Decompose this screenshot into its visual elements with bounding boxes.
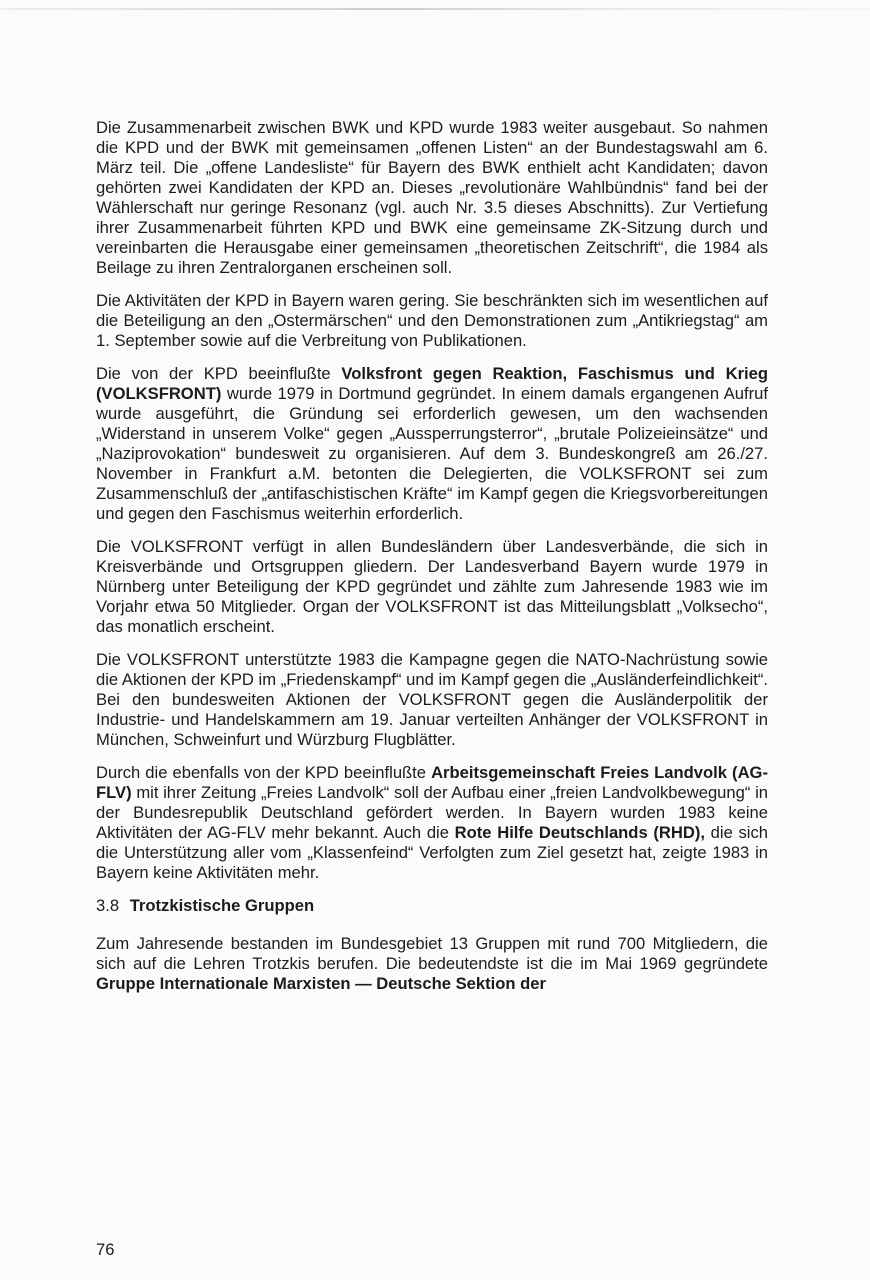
bold-term-volksfront: Volksfront gegen Reaktion, Faschismus und Krieg (VOLKSFRONT)	[96, 364, 768, 403]
paragraph-bwk-kpd: Die Zusammenarbeit zwischen BWK und KPD wurde 1983 weiter ausgebaut. So nahmen die KPD und der BWK mit gemeinsamen „offenen Listen“ an der Bundestagswahl am 6. März teil. Die „offene Landesliste“ für Bayern des BWK enthielt acht Kandidaten; davon gehörten zwei Kandidaten der KPD an. Dieses „revolutionäre Wahlbündnis“ fand bei der Wählerschaft nur geringe Resonanz (vgl. auch Nr. 3.5 dieses Abschnitts). Zur Vertiefung ihrer Zusammenarbeit führten KPD und BWK eine gemeinsame ZK-Sitzung durch und vereinbarten die Herausgabe einer gemeinsamen „theoretischen Zeitschrift“, die 1984 als Beilage zu ihren Zentralorganen erscheinen soll.	[96, 118, 768, 277]
paragraph-volksfront-founding	[96, 364, 768, 524]
section-heading	[96, 896, 768, 916]
text-run: mit ihrer Zeitung „Freies Landvolk“ soll der Aufbau einer „freien Landvolkbewegung“ in der Bundesrepublik Deutschland gefördert werden. In Bayern wurden 1983 keine Aktivitäten der AG-FLV mehr bekannt. Auch die	[96, 783, 768, 842]
paragraph-kpd-bayern: Die Aktivitäten der KPD in Bayern waren gering. Sie beschränkten sich im wesentlichen auf die Beteiligung an den „Ostermärschen“ und den Demonstrationen zum „Antikriegstag“ am 1. September sowie auf die Verbreitung von Publikationen.	[96, 291, 768, 350]
section-title: Trotzkistische Gruppen	[129, 896, 315, 915]
text-run: die sich die Unterstützung aller vom „Klassenfeind“ Verfolgten zum Ziel gesetzt hat, zeigte 1983 in Bayern keine Aktivitäten mehr.	[96, 823, 769, 882]
paragraph-ag-flv-rhd	[96, 763, 768, 883]
paragraph-volksfront-activities: Die VOLKSFRONT unterstützte 1983 die Kampagne gegen die NATO-Nachrüstung sowie die Aktionen der KPD im „Friedenskampf“ und im Kampf gegen die „Ausländerfeindlichkeit“. Bei den bundesweiten Aktionen der VOLKSFRONT gegen die Ausländerpolitik der Industrie- und Handelskammern am 19. Januar verteilten Anhänger der VOLKSFRONT in München, Schweinfurt und Würzburg Flugblätter.	[96, 650, 768, 749]
bold-term-rhd: Rote Hilfe Deutschlands (RHD),	[454, 823, 705, 842]
page-number: 76	[96, 1240, 115, 1259]
text-run: Zum Jahresende bestanden im Bundesgebiet 13 Gruppen mit rund 700 Mitgliedern, die sich auf die Lehren Trotzkis berufen. Die bedeutendste ist die im Mai 1969 gegründete	[96, 934, 768, 973]
scan-edge-line	[0, 8, 870, 10]
document-body	[96, 118, 768, 1007]
text-run: Durch die ebenfalls von der KPD beeinflußte	[96, 763, 432, 782]
paragraph-volksfront-structure: Die VOLKSFRONT verfügt in allen Bundesländern über Landesverbände, die sich in Kreisverbände und Ortsgruppen gliedern. Der Landesverband Bayern wurde 1979 in Nürnberg unter Beteiligung der KPD gegründet und zählte zum Jahresende 1983 wie im Vorjahr etwa 50 Mitglieder. Organ der VOLKSFRONT ist das Mitteilungsblatt „Volksecho“, das monatlich erscheint.	[96, 537, 768, 636]
bold-term-ag-flv: Arbeitsgemeinschaft Freies Landvolk (AG-FLV)	[96, 763, 768, 802]
text-run: wurde 1979 in Dortmund gegründet. In einem damals ergangenen Aufruf wurde ausgeführt, die Gründung sei erforderlich gewesen, um den wachsenden „Widerstand in unserem Volke“ gegen „Aussperrungsterror“, „brutale Polizeieinsätze“ und „Naziprovokation“ bundesweit zu organisieren. Auf dem 3. Bundeskongreß am 26./27. November in Frankfurt a.M. betonten die Delegierten, die VOLKSFRONT sei zum Zusammenschluß der „antifaschistischen Kräfte“ im Kampf gegen die Kriegsvorbereitungen und gegen den Faschismus weiterhin erforderlich.	[96, 384, 768, 523]
text-run: Die von der KPD beeinflußte	[96, 364, 342, 383]
bold-term-gim: Gruppe Internationale Marxisten — Deutsche Sektion der	[96, 974, 546, 993]
section-number: 3.8	[96, 896, 120, 915]
paragraph-trotzkist-groups	[96, 934, 768, 994]
